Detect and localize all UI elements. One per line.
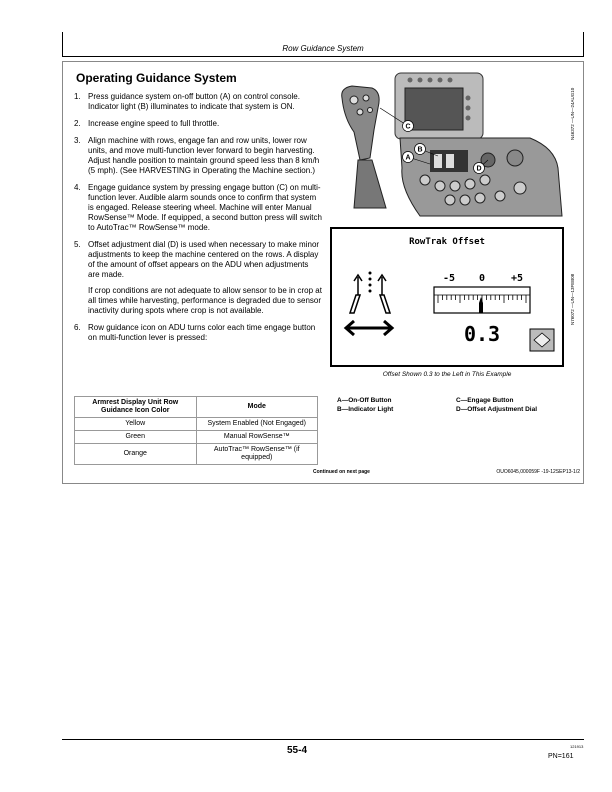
callout-a-label: A	[405, 154, 411, 162]
scale-label-plus5: +5	[510, 273, 524, 284]
legend-item-d: D—Offset Adjustment Dial	[456, 406, 538, 413]
pn-number: PN=161	[548, 753, 574, 760]
legend-item-c: C—Engage Button	[456, 397, 514, 404]
step-text: Offset adjustment dial (D) is used when necessary to make minor adjustments to keep the machine centered on the rows. A display of the amount of offset appears on the ADU when adjustments are made.	[88, 240, 320, 279]
table-cell-color: Yellow	[75, 418, 197, 431]
step-5	[74, 240, 322, 280]
table-header-row	[75, 397, 318, 418]
steps-list	[74, 92, 322, 350]
step-number: 3.	[74, 136, 81, 145]
step-text: Row guidance icon on ADU turns color each time engage button on multi-function lever is pressed:	[88, 323, 316, 342]
step-number: 1.	[74, 92, 81, 101]
figure-1-code: N46372 —UN—24AUG10	[570, 87, 575, 140]
callout-d-label: D	[476, 165, 482, 173]
step-text: Engage guidance system by pressing engage button (C) on multi-function lever. Audible alarm sounds once to confirm that system is engaged. Release steering wheel. Machine will enter Manual RowSense™ Mode. If equipped, a second button press will switch to AutoTrac™ RowSense™ mode.	[88, 183, 322, 232]
step-number: 4.	[74, 183, 81, 192]
table-row	[75, 431, 318, 444]
legend-item-a: A—On-Off Button	[337, 397, 392, 404]
scale-label-zero: 0	[478, 273, 486, 284]
legend-item-b: B—Indicator Light	[337, 406, 394, 413]
table-row	[75, 418, 318, 431]
document-code: OUO6045,000059F -19-12SEP13-1/2	[496, 469, 580, 475]
table-cell-mode: AutoTrac™ RowSense™ (if equipped)	[196, 444, 318, 465]
table-cell-mode: System Enabled (Not Engaged)	[196, 418, 318, 431]
offset-display-figure	[330, 227, 564, 367]
page-number: 55-4	[287, 745, 308, 756]
step-3	[74, 136, 322, 176]
row-guidance-icon	[350, 272, 390, 314]
step-number: 5.	[74, 240, 81, 249]
callout-b-label: B	[417, 146, 423, 154]
left-right-arrows-icon	[346, 321, 392, 335]
table-header-color: Armrest Display Unit Row Guidance Icon Color	[75, 397, 197, 418]
legend-left	[337, 396, 393, 414]
continued-note: Continued on next page	[313, 469, 370, 475]
control-console-illustration	[330, 68, 565, 218]
table-cell-color: Green	[75, 431, 197, 444]
table-cell-color: Orange	[75, 444, 197, 465]
step-text: Increase engine speed to full throttle.	[88, 119, 220, 128]
step-number: 6.	[74, 323, 81, 332]
header-rule	[62, 56, 584, 57]
running-head: Row Guidance System	[282, 44, 364, 53]
scale-label-minus5: -5	[442, 273, 456, 284]
offset-value: 0.3	[463, 322, 501, 346]
table-row	[75, 444, 318, 465]
footer-rule	[62, 739, 584, 740]
offset-display-screen	[332, 229, 562, 365]
mode-table	[74, 396, 318, 465]
table-cell-mode: Manual RowSense™	[196, 431, 318, 444]
step-text: Press guidance system on-off button (A) on control console. Indicator light (B) illuminates to indicate that system is ON.	[88, 92, 300, 111]
step-number: 2.	[74, 119, 81, 128]
step-6	[74, 323, 322, 343]
step-text: Align machine with rows, engage fan and row units, lower row units, and move multi-function lever forward to begin harvesting. Adjust handle position to maintain ground speed less than 8 km/h (5 mph). (See HARVESTING in Operating the Machine section.)	[88, 136, 320, 175]
footer-small-code: 121913	[570, 744, 584, 749]
step-1	[74, 92, 322, 112]
step-2	[74, 119, 322, 129]
legend-right	[456, 396, 537, 414]
table-header-mode: Mode	[196, 397, 318, 418]
figure-2-code: N76072 —UN—13FEB08	[570, 273, 575, 325]
step-4	[74, 183, 322, 233]
screen-title: RowTrak Offset	[409, 237, 485, 247]
section-title: Operating Guidance System	[76, 71, 237, 85]
callout-c-label: C	[405, 123, 411, 131]
step-5-note: If crop conditions are not adequate to allow sensor to be in crop at all times while harvesting, performance is degraded due to sensor inactivity during spots where crop is not available.	[88, 286, 322, 315]
figure-caption: Offset Shown 0.3 to the Left in This Example	[382, 371, 512, 378]
